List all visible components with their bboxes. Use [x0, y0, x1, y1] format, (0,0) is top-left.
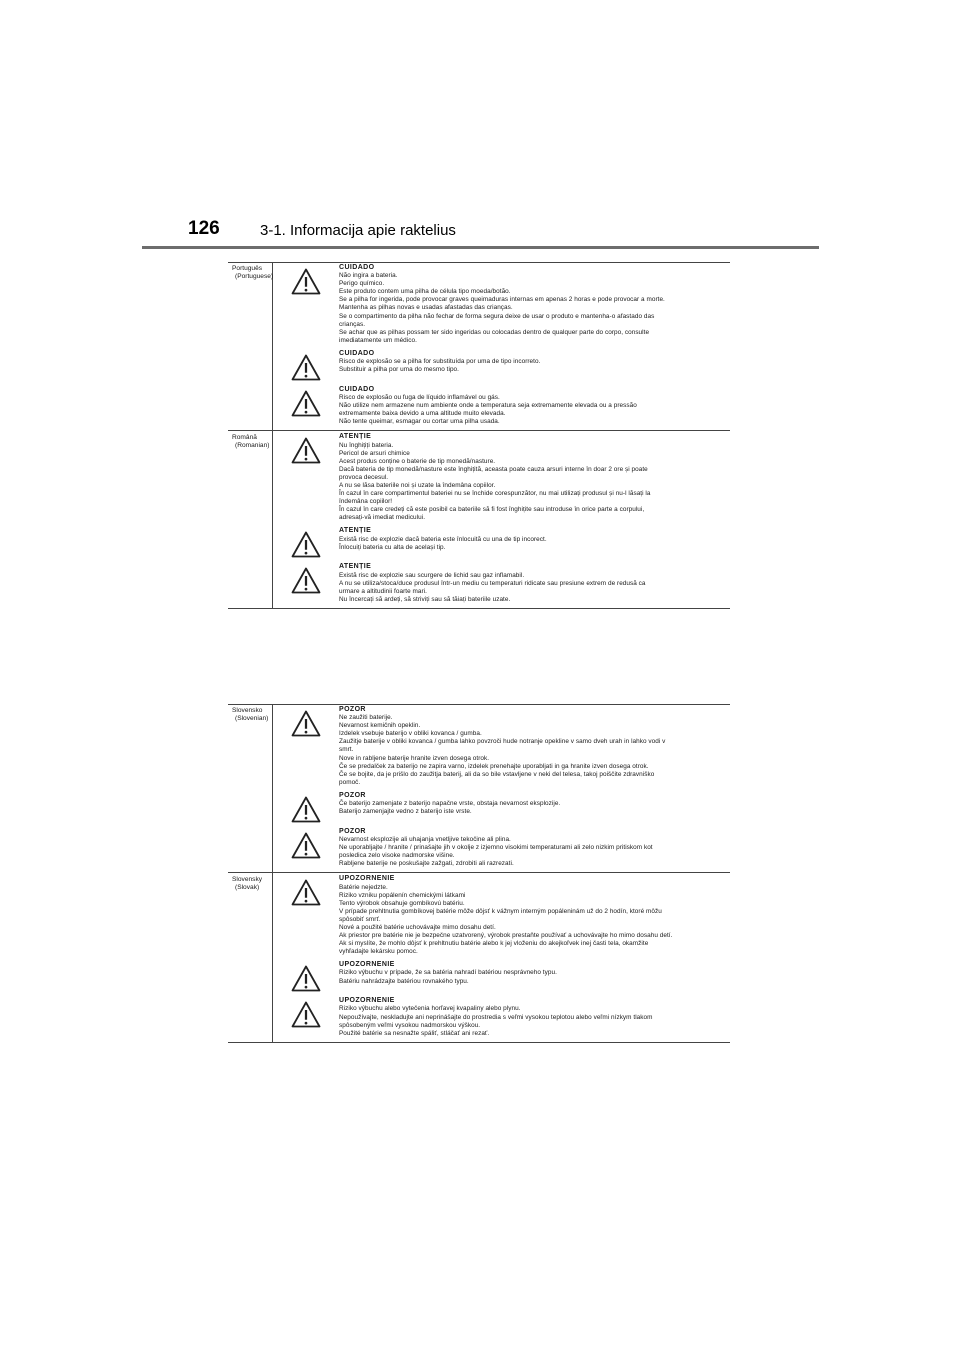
warning-line: Se o compartimento da pilha não fechar de forma segura deixe de usar o produto e mantenha-o afastado das [339, 312, 655, 320]
warning-triangle-icon [291, 796, 321, 823]
page-number: 126 [188, 218, 220, 239]
battery-warning-table-2 [228, 704, 730, 1043]
warning-text [339, 264, 728, 345]
warning-block [273, 350, 728, 381]
warning-text [339, 527, 728, 558]
warning-block [273, 706, 728, 787]
warning-icon-wrap [273, 433, 339, 522]
language-section-row [228, 431, 730, 609]
section-title: 3-1. Informacija apie raktelius [260, 222, 456, 239]
warning-line: Se a pilha for ingerida, pode provocar graves queimaduras internas em apenas 2 horas e pode provocar a morte. [339, 296, 665, 304]
warning-line: Mantenha as pilhas novas e usadas afastadas das crianças. [339, 304, 513, 312]
warning-text [339, 875, 728, 956]
warning-triangle-icon [291, 390, 321, 417]
warning-text [339, 792, 728, 823]
warning-line: Baterijo zamenjajte vedno z baterijo iste vrste. [339, 808, 472, 816]
warning-line: smrt. [339, 746, 354, 754]
warning-line: Če se bojite, da je prišlo do zaužitja baterij, ali da so bile vstavljene v neki del telesa, takoj poiščite zdravniško [339, 770, 655, 778]
warning-line: V prípade prehltnutia gombíkovej batérie môže dôjsť k vážnym interným popáleninám už do 2 hodín, ktoré môžu [339, 907, 662, 915]
language-name: Português [232, 265, 263, 272]
warning-line: Če baterijo zamenjate z baterijo napačne vrste, obstaja nevarnost eksplozije. [339, 800, 561, 808]
page-header [142, 214, 819, 250]
warning-icon-wrap [273, 350, 339, 381]
warning-line: Risco de explosão se a pilha for substituída por uma de tipo incorreto. [339, 358, 541, 366]
warning-line: Če se predalček za baterijo ne zapira varno, izdelek prenehajte uporabljati in ga hranite izven dosega otrok. [339, 762, 649, 770]
warning-block [273, 961, 728, 992]
warning-line: Riziko vzniku popálenín chemickými látkami [339, 891, 466, 899]
warning-line: Nevarnost eksplozije ali uhajanja vnetljive tekočine ali plina. [339, 836, 511, 844]
warning-block [273, 828, 728, 868]
warning-line: În cazul în care compartimentul bateriei nu se închide corespunzător, nu mai utilizați produsul și nu-l lăsați la [339, 490, 651, 498]
warning-line: Nu înghițiți bateria. [339, 441, 394, 449]
warning-title: CUIDADO [339, 349, 375, 357]
warning-line: Nové a použité batérie uchovávajte mimo dosahu detí. [339, 923, 496, 931]
warning-title: UPOZORNENIE [339, 875, 395, 883]
warning-line: spôsobiť smrť. [339, 915, 381, 923]
language-section-row [228, 873, 730, 1042]
warning-icon-wrap [273, 527, 339, 558]
warning-text [339, 828, 728, 868]
warning-block [273, 527, 728, 558]
language-name: (Slovak) [235, 884, 260, 892]
warning-text [339, 997, 728, 1037]
warning-line: Batérie nejedzte. [339, 883, 388, 891]
warning-line: Rabljene baterije ne poskušajte zažgati, zdrobiti ali razrezati. [339, 860, 514, 868]
warning-title: CUIDADO [339, 264, 375, 271]
warning-title: POZOR [339, 791, 366, 799]
warning-line: posledica zelo visoke nadmorske višine. [339, 852, 455, 860]
warning-line: îndemâna copiilor! [339, 498, 393, 506]
warning-title: ATENȚIE [339, 563, 372, 571]
warning-triangle-icon [291, 1001, 321, 1028]
warning-line: Riziko výbuchu alebo vytečenia horľavej kvapaliny alebo plynu. [339, 1005, 521, 1013]
warning-line: Acest produs conține o baterie de tip monedă/nasture. [339, 457, 496, 465]
language-name: Română [232, 434, 257, 442]
warning-line: În cazul în care credeți că este posibil ca bateriile să fi fost înghițite sau introduse în orice parte a corpului, [339, 506, 645, 514]
language-name: (Portuguese) [235, 273, 274, 280]
warning-line: Pericol de arsuri chimice [339, 449, 410, 457]
warning-line: Nu încercați să ardeți, să striviți sau să tăiați bateriile uzate. [339, 595, 511, 603]
warning-title: POZOR [339, 706, 366, 713]
warning-line: Nevarnost kemičnih opeklin. [339, 722, 421, 730]
warning-line: A nu se lăsa bateriile noi și uzate la îndemâna copiilor. [339, 481, 496, 489]
warning-line: provoca decesul. [339, 473, 389, 481]
warning-line: Riziko výbuchu v prípade, že sa batéria nahradí batériou nesprávneho typu. [339, 969, 557, 977]
warning-line: Risco de explosão ou fuga de líquido inflamável ou gás. [339, 394, 500, 402]
warning-title: ATENȚIE [339, 527, 372, 535]
language-name: Slovensky [232, 876, 263, 884]
warning-line: Există risc de explozie sau scurgere de lichid sau gaz inflamabil. [339, 571, 525, 579]
warning-line: imediatamente um médico. [339, 336, 417, 344]
warning-text [339, 706, 728, 787]
warning-text [339, 961, 728, 992]
warning-icon-wrap [273, 563, 339, 603]
warning-line: Perigo químico. [339, 280, 385, 288]
warning-line: extremamente baixa devido a uma altitude muito elevada. [339, 410, 506, 418]
header-rule [142, 246, 819, 249]
warning-line: Se achar que as pilhas possam ter sido ingeridas ou colocadas dentro de qualquer parte do corpo, consulte [339, 328, 650, 336]
warning-line: Ak priestor pre batérie nie je bezpečne uzatvorený, výrobok prestaňte používať a uchovávajte ho mimo dosahu detí. [339, 932, 673, 940]
warning-triangle-icon [291, 879, 321, 906]
language-label [228, 873, 273, 1042]
warning-line: Substituir a pilha por uma do mesmo tipo. [339, 366, 459, 374]
warning-block [273, 433, 728, 522]
warning-title: POZOR [339, 827, 366, 835]
language-name: (Slovenian) [235, 715, 269, 722]
warning-line: Não ingira a bateria. [339, 272, 398, 280]
warning-triangle-icon [291, 354, 321, 381]
warning-text [339, 350, 728, 381]
battery-warning-table-1 [228, 262, 730, 609]
warning-line: Batériu nahrádzajte batériou rovnakého typu. [339, 977, 469, 985]
warning-icon-wrap [273, 386, 339, 426]
warning-line: spôsobeným veľmi vysokou nadmorskou výškou. [339, 1021, 481, 1029]
warning-title: UPOZORNENIE [339, 961, 395, 969]
warning-icon-wrap [273, 875, 339, 956]
warning-line: Dacă bateria de tip monedă/nasture este înghițită, aceasta poate cauza arsuri interne în doar 2 ore și poate [339, 465, 648, 473]
warning-icon-wrap [273, 828, 339, 868]
warning-triangle-icon [291, 567, 321, 594]
warning-title: CUIDADO [339, 385, 375, 393]
language-section-row [228, 704, 730, 873]
language-name: Slovensko [232, 707, 263, 714]
warning-line: A nu se utiliza/stoca/duce produsul într-un mediu cu temperaturi ridicate sau presiune extrem de redusă ca [339, 579, 646, 587]
warning-line: Použité batérie sa nesnažte spáliť, stláčať ani rezať. [339, 1029, 490, 1037]
language-label [228, 262, 273, 431]
warning-text [339, 433, 728, 522]
warning-line: Não utilize nem armazene num ambiente onde a temperatura seja extremamente elevada ou a pressão [339, 402, 637, 410]
warning-triangle-icon [291, 965, 321, 992]
warning-line: Este produto contem uma pilha de célula tipo moeda/botão. [339, 288, 511, 296]
warning-icon-wrap [273, 792, 339, 823]
warning-line: Tento výrobok obsahuje gombíkovú batériu. [339, 899, 465, 907]
warning-line: Ne zaužiti baterije. [339, 714, 393, 722]
warning-line: vyhľadajte lekársku pomoc. [339, 948, 418, 956]
warning-line: Există risc de explozie dacă bateria este înlocuită cu una de tip incorect. [339, 535, 547, 543]
warning-line: urmare a altitudinii foarte mari. [339, 587, 427, 595]
warning-line: Não tente queimar, esmagar ou cortar uma pilha usada. [339, 418, 500, 426]
warning-line: Ne uporabljajte / hranite / prinašajte jih v okolje z izjemno visokimi temperaturami ali zelo nizkim pritiskom kot [339, 844, 653, 852]
warning-line: Zaužitje baterije v obliki kovanca / gumba lahko povzroči hude notranje opekline v samo dveh urah in lahko vodi v [339, 738, 666, 746]
warning-triangle-icon [291, 268, 321, 295]
warning-triangle-icon [291, 832, 321, 859]
warning-icon-wrap [273, 264, 339, 345]
warnings-cell [273, 431, 731, 609]
language-label [228, 431, 273, 609]
warning-block [273, 386, 728, 426]
warning-block [273, 792, 728, 823]
warning-icon-wrap [273, 997, 339, 1037]
warning-title: ATENȚIE [339, 433, 372, 441]
warning-triangle-icon [291, 531, 321, 558]
warning-line: Ak si myslíte, že mohlo dôjsť k prehltnutiu batérie alebo k jej vloženiu do akejkoľvek inej časti tela, okamžite [339, 940, 649, 948]
warning-line: pomoč. [339, 778, 361, 786]
warning-text [339, 563, 728, 603]
warning-triangle-icon [291, 437, 321, 464]
warnings-cell [273, 704, 731, 873]
warning-triangle-icon [291, 710, 321, 737]
warning-title: UPOZORNENIE [339, 997, 395, 1005]
language-name: (Romanian) [235, 442, 270, 450]
warning-block [273, 264, 728, 345]
warning-icon-wrap [273, 961, 339, 992]
warning-line: adresați-vă imediat medicului. [339, 514, 426, 522]
language-section-row [228, 262, 730, 431]
warning-line: Înlocuiți bateria cu alta de același tip. [339, 543, 446, 551]
warnings-cell [273, 873, 731, 1042]
warning-line: Nove in rabljene baterije hranite izven dosega otrok. [339, 754, 490, 762]
warning-block [273, 875, 728, 956]
warning-text [339, 386, 728, 426]
warning-line: Izdelek vsebuje baterijo v obliki kovanca / gumba. [339, 730, 482, 738]
warnings-cell [273, 262, 731, 431]
warning-block [273, 563, 728, 603]
warning-line: crianças. [339, 320, 366, 328]
language-label [228, 704, 273, 873]
warning-block [273, 997, 728, 1037]
warning-line: Nepoužívajte, neskladujte ani neprinášajte do prostredia s veľmi vysokou teplotou alebo veľmi nízkym tlakom [339, 1013, 653, 1021]
warning-icon-wrap [273, 706, 339, 787]
